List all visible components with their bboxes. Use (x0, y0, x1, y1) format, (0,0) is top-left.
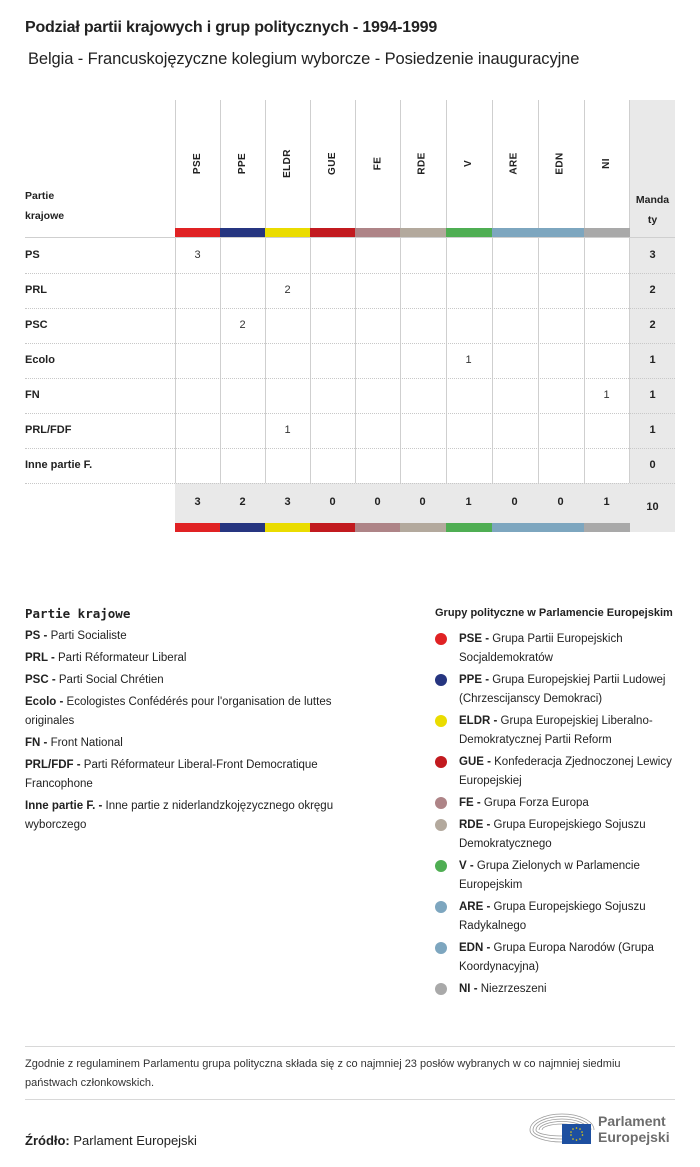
row-label: Inne partie F. (25, 459, 93, 471)
table-cell: 3 (194, 249, 201, 261)
party-name: Ecologistes Confédérés pour l'organisation de luttes originales (25, 696, 332, 727)
row-total: 0 (649, 459, 656, 471)
party-name: Inne partie z niderlandzkojęzycznego okręgu wyborczego (25, 800, 334, 831)
national-party-legend-item (25, 649, 375, 668)
group-name: Grupa Europejskiego Sojuszu Demokratycznego (459, 819, 646, 850)
political-group-legend-item (435, 671, 680, 709)
group-header-fe (355, 100, 400, 226)
group-code: PPE - (459, 674, 493, 686)
group-color-bar (265, 523, 311, 532)
group-total: 0 (511, 496, 518, 508)
party-code: Inne partie F. - (25, 800, 106, 812)
group-header-are (492, 100, 537, 226)
table-cell: 1 (603, 389, 610, 401)
political-group-legend-item (435, 857, 680, 895)
source-label: Źródło: (25, 1133, 70, 1148)
color-dot-icon (435, 633, 447, 645)
table-cell: 2 (284, 284, 291, 296)
group-header-label: GUE (327, 151, 338, 175)
row-label: Ecolo (25, 354, 55, 366)
group-header-label: NI (601, 157, 612, 169)
chart-title: Podział partii krajowych i grup politycznych - 1994-1999 (25, 19, 438, 36)
row-label: PS (25, 249, 40, 261)
row-label: PRL/FDF (25, 424, 72, 436)
party-name: Parti Socialiste (50, 630, 127, 642)
color-dot-icon (435, 819, 447, 831)
party-name: Parti Réformateur Liberal (58, 652, 187, 664)
national-party-legend-item (25, 671, 375, 690)
row-divider (25, 483, 675, 484)
group-color-bar (310, 523, 356, 532)
group-color-bar (446, 523, 492, 532)
group-total: 1 (603, 496, 610, 508)
chart-subtitle: Belgia - Francuskojęzyczne kolegium wyborcze - Posiedzenie inauguracyjne (28, 50, 580, 68)
group-name: Grupa Zielonych w Parlamencie Europejskim (459, 860, 640, 891)
group-color-bar (175, 523, 221, 532)
national-party-legend-item (25, 797, 375, 835)
color-dot-icon (435, 797, 447, 809)
group-name: Grupa Europejskiej Liberalno-Demokratycznej Partii Reform (459, 715, 653, 746)
group-total: 1 (465, 496, 472, 508)
group-code: FE - (459, 797, 484, 809)
political-group-legend-item (435, 898, 680, 936)
group-color-bar (446, 228, 492, 237)
color-dot-icon (435, 756, 447, 768)
group-color-bar (175, 228, 221, 237)
group-code: GUE - (459, 756, 495, 768)
row-label: PSC (25, 319, 48, 331)
party-name: Parti Social Chrétien (58, 674, 164, 686)
source-value: Parlament Europejski (73, 1133, 197, 1148)
group-header-eldr (265, 100, 310, 226)
row-total: 3 (649, 249, 656, 261)
divider (25, 1046, 675, 1047)
political-group-legend-item (435, 630, 680, 668)
party-code: PS - (25, 630, 51, 642)
group-total: 3 (284, 496, 291, 508)
group-color-bar (492, 228, 538, 237)
row-total: 1 (649, 354, 656, 366)
political-group-legend-item (435, 980, 680, 999)
political-groups-legend-title: Grupy polityczne w Parlamencie Europejskim (435, 607, 673, 619)
political-group-legend-item (435, 712, 680, 750)
group-header-label: EDN (554, 151, 566, 175)
group-color-bar (538, 228, 584, 237)
footnote: Zgodnie z regulaminem Parlamentu grupa polityczna składa się z co najmniej 23 posłów wybranych w co najmniej siedmiu państwach członkowskich. (25, 1058, 621, 1089)
header-divider (25, 237, 675, 238)
group-header-label: V (462, 159, 474, 167)
political-group-legend-item (435, 753, 680, 791)
party-code: PRL - (25, 652, 59, 664)
group-total: 0 (374, 496, 381, 508)
row-total: 2 (649, 284, 656, 296)
group-color-bar (492, 523, 538, 532)
national-party-legend-item (25, 734, 375, 753)
group-header-ni (584, 100, 629, 226)
mandates-header: Manda ty (635, 194, 670, 226)
group-color-bar (400, 523, 446, 532)
source (25, 1133, 197, 1148)
group-header-label: ARE (508, 151, 520, 175)
group-color-bar (584, 228, 630, 237)
group-header-pse (175, 100, 220, 226)
party-name: Parti Réformateur Liberal-Front Democratique Francophone (25, 759, 318, 790)
group-total: 0 (557, 496, 564, 508)
group-header-label: ELDR (281, 148, 293, 178)
divider (25, 1099, 675, 1100)
color-dot-icon (435, 860, 447, 872)
group-color-bar (220, 523, 266, 532)
group-color-bar (538, 523, 584, 532)
row-divider (25, 343, 675, 344)
row-divider (25, 273, 675, 274)
group-name: Grupa Europa Narodów (Grupa Koordynacyjna) (459, 942, 654, 973)
row-divider (25, 413, 675, 414)
color-dot-icon (435, 983, 447, 995)
group-total: 3 (194, 496, 201, 508)
group-color-bar (355, 228, 401, 237)
national-party-legend-item (25, 756, 375, 794)
group-name: Grupa Europejskiej Partii Ludowej (Chrzescijanscy Demokraci) (459, 674, 666, 705)
party-code: Ecolo - (25, 696, 67, 708)
row-total: 1 (649, 389, 656, 401)
group-color-bar (355, 523, 401, 532)
row-divider (25, 448, 675, 449)
group-header-label: PSE (192, 152, 203, 174)
logo-text: Parlament Europejski (598, 1113, 670, 1145)
group-color-bar (584, 523, 630, 532)
group-header-label: FE (372, 156, 383, 170)
national-parties-legend-title: Partie krajowe (25, 606, 131, 621)
party-code: PRL/FDF - (25, 759, 84, 771)
color-dot-icon (435, 715, 447, 727)
group-header-v (446, 100, 491, 226)
group-code: ELDR - (459, 715, 501, 727)
group-name: Konfederacja Zjednoczonej Lewicy Europejskiej (459, 756, 672, 787)
group-name: Grupa Partii Europejskich Socjaldemokratów (459, 633, 623, 664)
group-total: 0 (329, 496, 336, 508)
group-code: EDN - (459, 942, 494, 954)
group-total: 0 (419, 496, 426, 508)
table-cell: 1 (465, 354, 472, 366)
political-groups-legend (435, 606, 680, 1002)
group-name: Niezrzeszeni (480, 983, 547, 995)
row-divider (25, 378, 675, 379)
group-name: Grupa Europejskiego Sojuszu Radykalnego (459, 901, 646, 932)
group-code: NI - (459, 983, 481, 995)
color-dot-icon (435, 942, 447, 954)
party-code: PSC - (25, 674, 59, 686)
row-total: 1 (649, 424, 656, 436)
group-code: ARE - (459, 901, 494, 913)
seat-distribution-table (0, 0, 700, 540)
group-name: Grupa Forza Europa (483, 797, 589, 809)
row-total: 2 (649, 319, 656, 331)
group-color-bar (220, 228, 266, 237)
color-dot-icon (435, 674, 447, 686)
national-party-legend-item (25, 627, 375, 646)
national-party-legend-item (25, 693, 375, 731)
group-header-label: PPE (237, 152, 248, 174)
row-label: FN (25, 389, 40, 401)
party-name: Front National (50, 737, 123, 749)
group-code: PSE - (459, 633, 493, 645)
political-group-legend-item (435, 794, 680, 813)
grand-total: 10 (646, 501, 659, 513)
group-header-rde (400, 100, 445, 226)
table-cell: 2 (239, 319, 246, 331)
group-header-gue (310, 100, 355, 226)
group-color-bar (400, 228, 446, 237)
row-divider (25, 308, 675, 309)
political-group-legend-item (435, 939, 680, 977)
national-parties-header: Partie krajowe (25, 190, 65, 222)
national-parties-legend (25, 606, 375, 838)
row-label: PRL (25, 284, 47, 296)
group-header-edn (538, 100, 583, 226)
table-cell: 1 (284, 424, 291, 436)
group-code: V - (459, 860, 477, 872)
group-code: RDE - (459, 819, 494, 831)
group-header-ppe (220, 100, 265, 226)
political-group-legend-item (435, 816, 680, 854)
group-total: 2 (239, 496, 246, 508)
group-color-bar (310, 228, 356, 237)
group-header-label: RDE (416, 151, 428, 175)
group-color-bar (265, 228, 311, 237)
party-code: FN - (25, 737, 51, 749)
color-dot-icon (435, 901, 447, 913)
